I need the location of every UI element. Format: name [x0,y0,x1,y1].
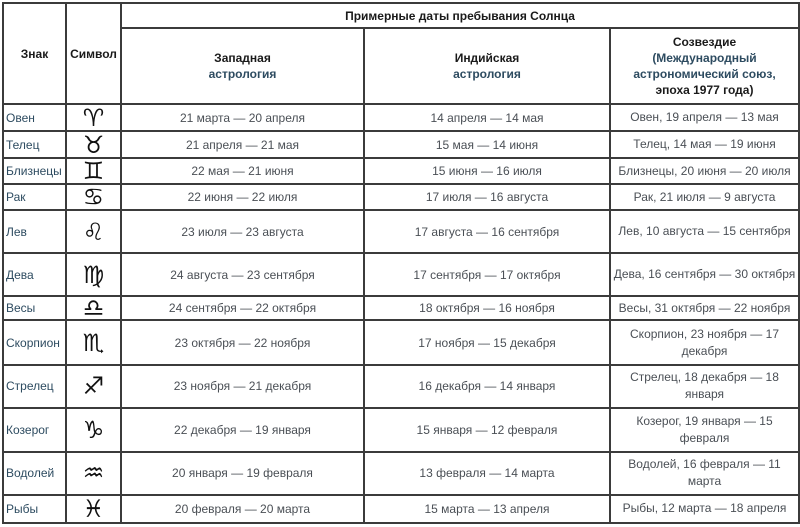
column-group-header-sun-dates: Примерные даты пребывания Солнца [121,3,799,28]
cell-sign [3,365,66,408]
cell-sign [3,495,66,523]
scorpio-icon: ♏ [82,328,105,357]
cell-constellation-dates: Водолей, 16 февраля — 11 марта [610,452,799,495]
table-row [3,365,799,408]
cell-symbol [66,131,121,158]
sign-link[interactable]: Стрелец [6,379,54,394]
cell-constellation-dates: Лев, 10 августа — 15 сентября [610,210,799,253]
column-header-sign: Знак [3,3,66,104]
cell-western-dates: 23 октября — 22 ноября [121,320,364,364]
cell-indian-dates: 13 февраля — 14 марта [364,452,610,495]
cell-constellation-dates: Близнецы, 20 июня — 20 июля [610,158,799,184]
table-body [3,104,799,523]
aries-icon: ♈ [82,103,105,132]
table-row [3,104,799,131]
epoch-label: эпоха 1977 года) [655,83,754,97]
cell-western-dates: 22 июня — 22 июля [121,184,364,210]
cell-indian-dates: 16 декабря — 14 января [364,365,610,408]
cell-symbol [66,408,121,452]
cell-indian-dates: 14 апреля — 14 мая [364,104,610,131]
sign-link[interactable]: Телец [6,137,40,152]
cell-constellation-dates: Телец, 14 мая — 19 июня [610,131,799,158]
cell-western-dates: 22 декабря — 19 января [121,408,364,452]
table-row [3,158,799,184]
header-row-top [3,3,799,28]
cell-constellation-dates: Овен, 19 апреля — 13 мая [610,104,799,131]
cell-western-dates: 24 сентября — 22 октября [121,296,364,320]
sign-link[interactable]: Водолей [6,466,55,481]
sign-link[interactable]: Дева [6,267,34,282]
table-row [3,296,799,320]
cell-constellation-dates: Козерог, 19 января — 15 февраля [610,408,799,452]
cell-indian-dates: 17 августа — 16 сентября [364,210,610,253]
cell-constellation-dates: Стрелец, 18 декабря — 18 января [610,365,799,408]
western-label: Западная [214,51,271,65]
cell-indian-dates: 15 мая — 14 июня [364,131,610,158]
cell-symbol [66,104,121,131]
cell-western-dates: 20 января — 19 февраля [121,452,364,495]
column-header-constellation [610,28,799,104]
cell-western-dates: 21 марта — 20 апреля [121,104,364,131]
cell-sign [3,104,66,131]
cell-constellation-dates: Рак, 21 июля — 9 августа [610,184,799,210]
iau-link[interactable] [633,51,775,81]
table-row [3,408,799,452]
sagittarius-icon: ♐ [82,372,105,401]
cancer-icon: ♋ [82,183,105,212]
libra-icon: ♎ [82,294,105,323]
cell-sign [3,253,66,296]
cell-indian-dates: 17 июля — 16 августа [364,184,610,210]
cell-symbol [66,294,121,323]
cell-western-dates: 20 февраля — 20 марта [121,495,364,523]
virgo-icon: ♍ [82,260,105,289]
cell-sign [3,184,66,210]
leo-icon: ♌ [82,217,105,246]
cell-sign [3,296,66,320]
cell-western-dates: 23 ноября — 21 декабря [121,365,364,408]
sign-link[interactable]: Скорпион [6,335,60,350]
cell-constellation-dates: Весы, 31 октября — 22 ноября [610,296,799,320]
sign-link[interactable]: Лев [6,224,27,239]
cell-indian-dates: 17 сентября — 17 октября [364,253,610,296]
cell-sign [3,408,66,452]
cell-indian-dates: 15 июня — 16 июля [364,158,610,184]
column-header-indian [364,28,610,104]
cell-indian-dates: 15 января — 12 февраля [364,408,610,452]
table-row [3,210,799,253]
iau-link-line1: (Международный [652,51,757,65]
iau-link-line2: астрономический союз, [633,67,776,81]
cell-indian-dates: 15 марта — 13 апреля [364,495,610,523]
sign-link[interactable]: Весы [6,301,36,316]
cell-indian-dates: 17 ноября — 15 декабря [364,320,610,364]
cell-indian-dates: 18 октября — 16 ноября [364,296,610,320]
cell-symbol [66,158,121,184]
indian-astrology-link[interactable]: астрология [453,67,521,81]
indian-label: Индийская [454,51,520,65]
cell-western-dates: 23 июля — 23 августа [121,210,364,253]
cell-constellation-dates: Дева, 16 сентября — 30 октября [610,253,799,296]
cell-sign [3,452,66,495]
table-row [3,253,799,296]
sign-link[interactable]: Рак [6,190,26,205]
column-header-western [121,28,364,104]
table-row [3,495,799,523]
sign-link[interactable]: Овен [6,110,35,125]
cell-symbol [66,452,121,495]
western-astrology-link[interactable]: астрология [208,67,277,81]
pisces-icon: ♓ [82,494,105,523]
table-row [3,131,799,158]
cell-constellation-dates: Скорпион, 23 ноября — 17 декабря [610,320,799,364]
aquarius-icon: ♒ [82,459,105,488]
cell-symbol [66,253,121,296]
capricorn-icon: ♑ [82,415,105,444]
table-row [3,452,799,495]
cell-western-dates: 24 августа — 23 сентября [121,253,364,296]
cell-sign [3,131,66,158]
table-row [3,320,799,364]
column-header-symbol: Символ [66,3,121,104]
constellation-label: Созвездие [672,35,737,49]
cell-constellation-dates: Рыбы, 12 марта — 18 апреля [610,495,799,523]
cell-sign [3,210,66,253]
sign-link[interactable]: Козерог [6,422,50,437]
gemini-icon: ♊ [82,157,105,186]
cell-sign [3,158,66,184]
table-row [3,184,799,210]
cell-symbol [66,365,121,408]
cell-symbol [66,495,121,523]
sign-link[interactable]: Рыбы [6,501,39,516]
taurus-icon: ♉ [82,130,105,159]
cell-western-dates: 21 апреля — 21 мая [121,131,364,158]
cell-symbol [66,184,121,210]
cell-symbol [66,210,121,253]
cell-sign [3,320,66,364]
zodiac-dates-table [2,2,800,524]
sign-link[interactable]: Близнецы [6,164,62,179]
header-row-sub [3,28,799,104]
cell-symbol [66,320,121,364]
cell-western-dates: 22 мая — 21 июня [121,158,364,184]
